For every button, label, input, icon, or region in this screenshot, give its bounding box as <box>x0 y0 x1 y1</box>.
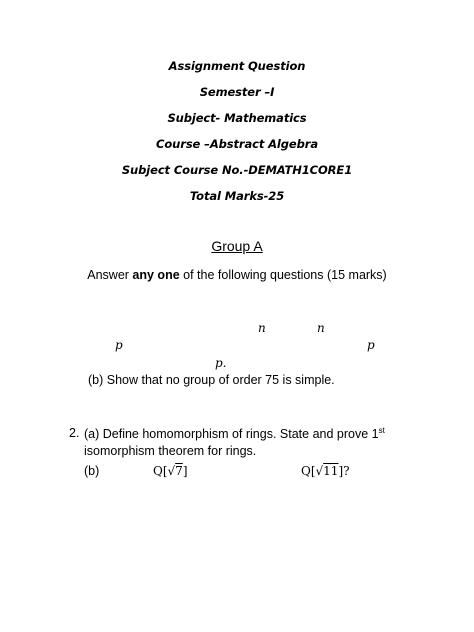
course-number-label: Subject Course No.-DEMATH1CORE1 <box>121 163 353 177</box>
instructions <box>0 268 474 282</box>
course-label: Course –Abstract Algebra <box>156 137 318 151</box>
total-marks-label: Total Marks-25 <box>189 189 285 203</box>
semester-label: Semester –I <box>199 85 275 99</box>
q2-part-a-text: (a) Define homomorphism of rings. State and prove 1 <box>84 427 379 442</box>
q2-part-a-line2: isomorphism theorem for rings. <box>84 444 257 458</box>
q2-part-b-label: (b) <box>84 464 100 478</box>
q1-var-n-2: n <box>317 321 325 335</box>
q2-number: 2. <box>69 426 80 440</box>
q2-field-sqrt11 <box>301 464 350 478</box>
assignment-title: Assignment Question <box>168 59 306 73</box>
field2-suffix: ]? <box>338 464 350 478</box>
instructions-emphasis: any one <box>132 268 180 282</box>
q1-var-p-2: p <box>367 338 375 352</box>
q1-var-n-1: n <box>258 321 266 335</box>
q1-part-b: (b) Show that no group of order 75 is simple. <box>88 373 335 387</box>
q2-part-a-sup: st <box>378 426 385 435</box>
group-title: Group A <box>211 238 263 254</box>
field2-prefix: Q[√ <box>301 464 324 478</box>
q2-field-sqrt7 <box>153 464 188 478</box>
q1-var-p-1: p <box>115 338 123 352</box>
q2-part-a-line1 <box>84 426 385 441</box>
field1-suffix: ] <box>182 464 188 478</box>
field2-radicand: 11 <box>323 464 339 478</box>
q1-var-p-3: p. <box>215 356 227 370</box>
instructions-post: of the following questions (15 marks) <box>179 268 387 282</box>
subject-label: Subject- Mathematics <box>167 111 307 125</box>
instructions-pre: Answer <box>87 268 133 282</box>
field1-prefix: Q[√ <box>153 464 176 478</box>
field1-radicand: 7 <box>175 464 183 478</box>
